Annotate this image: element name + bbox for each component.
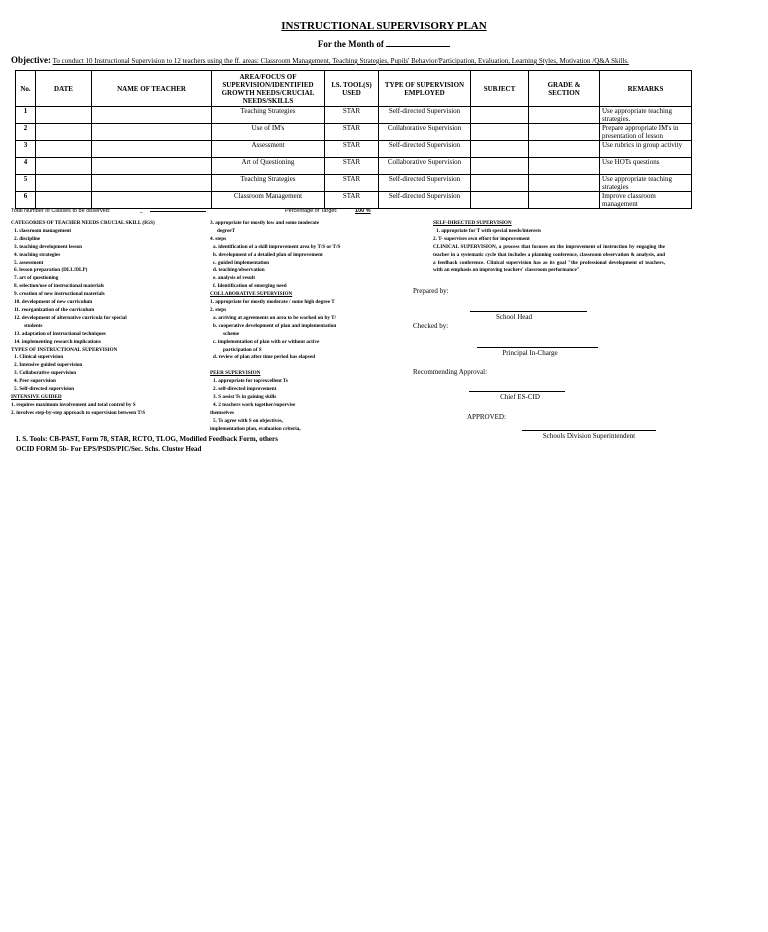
list-item: 5. assessment bbox=[14, 259, 44, 266]
checked-by-label: Checked by: bbox=[413, 322, 449, 330]
row-area: Classroom Management bbox=[212, 192, 325, 209]
row-date[interactable] bbox=[36, 141, 92, 158]
list-item: 1. Clinical supervision bbox=[14, 354, 64, 361]
row-grade[interactable] bbox=[529, 158, 600, 175]
prepared-by-label: Prepared by: bbox=[413, 287, 449, 295]
row-no: 5 bbox=[16, 175, 36, 192]
row-no: 6 bbox=[16, 192, 36, 209]
row-tool: STAR bbox=[325, 192, 379, 209]
categories-column bbox=[11, 220, 207, 418]
row-tool: STAR bbox=[325, 141, 379, 158]
row-teacher[interactable] bbox=[92, 141, 212, 158]
row-area: Use of IM's bbox=[212, 124, 325, 141]
table-row bbox=[16, 175, 692, 192]
list-item: 14. implementing research implications bbox=[14, 338, 101, 345]
row-tool: STAR bbox=[325, 107, 379, 124]
list-item: 1. appropriate for T with special needs/interests bbox=[436, 227, 542, 234]
row-type: Collaborative Supervision bbox=[379, 124, 471, 141]
self-directed-column bbox=[433, 220, 665, 275]
percentage-target bbox=[285, 208, 371, 214]
list-item: c. guided implementation bbox=[213, 259, 270, 266]
school-head-signature-line[interactable] bbox=[470, 311, 587, 312]
row-teacher[interactable] bbox=[92, 158, 212, 175]
supervision-steps-column bbox=[210, 220, 406, 433]
objective-text: To conduct 10 Instructional Supervision to 12 teachers using the ff. areas: Classroom Management, Teaching Strategies, Pupils' Behavior/Participation, Evaluation, Learning Styles, Motivation /Q&A Skills. bbox=[52, 57, 629, 65]
school-head-label: School Head bbox=[496, 313, 532, 321]
list-item: 3. teaching development lesson bbox=[14, 243, 83, 250]
list-item: b. cooperative development of plan and implementation bbox=[213, 322, 337, 329]
row-tool: STAR bbox=[325, 175, 379, 192]
row-teacher[interactable] bbox=[92, 124, 212, 141]
list-item: degreeT bbox=[217, 227, 236, 234]
list-item: 1. classroom management bbox=[14, 227, 72, 234]
table-header-row bbox=[16, 71, 692, 107]
row-grade[interactable] bbox=[529, 141, 600, 158]
categories-heading: CATEGORIES OF TEACHER NEEDS CRUCIAL SKILL (IGS) bbox=[11, 220, 155, 226]
row-date[interactable] bbox=[36, 192, 92, 209]
supervisory-plan-table bbox=[15, 70, 692, 209]
list-item: implementation plan, evaluation criteria, bbox=[210, 425, 301, 432]
row-date[interactable] bbox=[36, 175, 92, 192]
list-item: 11. reorganization of the curriculum bbox=[14, 306, 95, 313]
principal-label: Principal In-Charge bbox=[502, 349, 558, 357]
row-remarks: Use rubrics in group activity bbox=[600, 141, 692, 158]
row-date[interactable] bbox=[36, 124, 92, 141]
self-directed-heading: SELF-DIRECTED SUPERVISION bbox=[433, 220, 512, 226]
list-item: 3. Collaborative supervision bbox=[14, 370, 77, 377]
header-no: No. bbox=[16, 71, 36, 107]
row-date[interactable] bbox=[36, 158, 92, 175]
row-area: Art of Questioning bbox=[212, 158, 325, 175]
list-item: students bbox=[24, 322, 43, 329]
row-teacher[interactable] bbox=[92, 175, 212, 192]
month-label: For the Month of bbox=[317, 39, 384, 49]
superintendent-label: Schools Division Superintendent bbox=[542, 432, 636, 440]
list-item: 10. development of new curriculum bbox=[14, 299, 93, 306]
header-tools: I.S. TOOL(S) USED bbox=[325, 71, 379, 107]
list-item: d. teaching/observation bbox=[213, 267, 265, 274]
row-no: 2 bbox=[16, 124, 36, 141]
list-item: c. implementation of plan with or without active bbox=[213, 338, 320, 345]
total-classes bbox=[11, 208, 206, 214]
header-type: TYPE OF SUPERVISION EMPLOYED bbox=[379, 71, 471, 107]
types-heading: TYPES OF INSTRUCTIONAL SUPERVISION bbox=[11, 346, 118, 353]
header-area: AREA/FOCUS OF SUPERVISION/IDENTIFIED GROWTH NEEDS/CRUCIAL NEEDS/SKILLS bbox=[212, 71, 325, 107]
list-item: a. arriving at agreements on area to be worked on by T/ bbox=[213, 314, 337, 321]
list-item: 2. T- supervises own effort for improvement bbox=[433, 235, 530, 242]
row-grade[interactable] bbox=[529, 192, 600, 209]
list-item: scheme bbox=[223, 330, 240, 337]
table-row bbox=[16, 141, 692, 158]
list-item: 1. requires maximum involvement and total control by S bbox=[11, 401, 136, 408]
list-item: 7. art of questioning bbox=[14, 275, 59, 282]
intensive-heading: INTENSIVE GUIDED bbox=[11, 393, 62, 400]
row-grade[interactable] bbox=[529, 107, 600, 124]
month-blank bbox=[386, 39, 450, 47]
percentage-label: Percentage of Target: bbox=[285, 208, 338, 214]
list-item: a. identification of a skill improvement area by T/S or T/S bbox=[213, 243, 341, 250]
row-remarks: Improve classroom management bbox=[600, 192, 692, 209]
row-no: 3 bbox=[16, 141, 36, 158]
row-remarks: Use HOTs questions bbox=[600, 158, 692, 175]
row-remarks: Use appropriate teaching strategies bbox=[600, 175, 692, 192]
row-tool: STAR bbox=[325, 158, 379, 175]
row-grade[interactable] bbox=[529, 124, 600, 141]
list-item: 5. Self-directed supervision bbox=[14, 386, 74, 393]
is-tools-line: I. S. Tools: CB-PAST, Form 78, STAR, RCTO, TLOG, Modified Feedback Form, others bbox=[16, 435, 278, 443]
table-row bbox=[16, 107, 692, 124]
row-subject[interactable] bbox=[471, 124, 529, 141]
list-item: f. Identification of emerging need bbox=[213, 283, 287, 290]
recommending-label: Recommending Approval: bbox=[413, 368, 488, 376]
list-item: 3. appropriate for mostly low and some moderate bbox=[210, 220, 320, 226]
row-date[interactable] bbox=[36, 107, 92, 124]
row-subject[interactable] bbox=[471, 158, 529, 175]
list-item: themselves bbox=[210, 409, 234, 416]
peer-heading: PEER SUPERVISION bbox=[210, 370, 261, 377]
row-area: Assessment bbox=[212, 141, 325, 158]
chief-signature-line[interactable] bbox=[469, 391, 565, 392]
form-footer bbox=[16, 434, 278, 454]
header-remarks: REMARKS bbox=[600, 71, 692, 107]
row-subject[interactable] bbox=[471, 141, 529, 158]
list-item: participation of S bbox=[223, 346, 262, 353]
total-classes-label: Total Number of Classes to be observed: bbox=[11, 208, 111, 214]
objective: Objective: To conduct 10 Instructional Supervision to 12 teachers using the ff. areas: Classroom Management, Teaching Strategies, Pupils' Behavior/Participation, Evaluation, Learning Styles, Motivation /Q&A Skills. bbox=[11, 55, 629, 65]
row-area: Teaching Strategies bbox=[212, 107, 325, 124]
row-type: Self-directed Supervision bbox=[379, 192, 471, 209]
superintendent-signature-line[interactable] bbox=[522, 430, 656, 431]
row-tool: STAR bbox=[325, 124, 379, 141]
list-item: d. review of plan after time period has elapsed bbox=[213, 354, 315, 361]
list-item: e. analysis of result bbox=[213, 275, 255, 282]
month-line bbox=[0, 39, 768, 49]
row-remarks: Use appropriate teaching strategies. bbox=[600, 107, 692, 124]
table-row bbox=[16, 158, 692, 175]
row-no: 1 bbox=[16, 107, 36, 124]
row-no: 4 bbox=[16, 158, 36, 175]
principal-signature-line[interactable] bbox=[477, 347, 598, 348]
list-item: 2. discipline bbox=[14, 235, 41, 242]
row-teacher[interactable] bbox=[92, 107, 212, 124]
header-subject: SUBJECT bbox=[471, 71, 529, 107]
row-subject[interactable] bbox=[471, 175, 529, 192]
list-item: 2. steps bbox=[210, 306, 227, 313]
row-subject[interactable] bbox=[471, 107, 529, 124]
page-title: INSTRUCTIONAL SUPERVISORY PLAN bbox=[281, 20, 487, 32]
list-item: 4. teaching strategies bbox=[14, 251, 61, 258]
list-item: 1. appropriate for mostly moderate / some high degree T bbox=[210, 299, 335, 306]
list-item: 8. selection/use of instructional materials bbox=[14, 283, 105, 290]
collaborative-heading: COLLABORATIVE SUPERVISION bbox=[210, 291, 293, 298]
list-item: 13. adaptation of instructional techniques bbox=[14, 330, 106, 337]
objective-label: Objective bbox=[11, 55, 48, 65]
list-item: 2. self-directed improvement bbox=[213, 386, 277, 393]
header-teacher: NAME OF TEACHER bbox=[92, 71, 212, 107]
clinical-supervision-definition: CLINICAL SUPERVISION, a process that focuses on the improvement of instruction by engaging the teacher in a systematic cycle that includes a planning conference, classroom observation & analysis, and a feedback conference. Clinical supervision has as its goal "the professional development of teachers, with an emphasis on improving teachers' classroom performance" bbox=[433, 243, 665, 274]
list-item: 5. Ts agree with S on objectives, bbox=[213, 417, 283, 424]
list-item: 3. S assist Ts in gaining skills bbox=[213, 393, 277, 400]
row-grade[interactable] bbox=[529, 175, 600, 192]
percentage-value: 100 % bbox=[355, 208, 371, 214]
row-area: Teaching Strategies bbox=[212, 175, 325, 192]
form-id-line: OCID FORM 5b- For EPS/PSDS/PIC/Sec. Schs. Cluster Head bbox=[16, 445, 202, 453]
row-teacher[interactable] bbox=[92, 192, 212, 209]
list-item: 4. 2 teachers work together/supervise bbox=[213, 401, 296, 408]
row-type: Self-directed Supervision bbox=[379, 107, 471, 124]
table-row bbox=[16, 192, 692, 209]
list-item: 2. involves step-by-step approach to supervision between T/S bbox=[11, 409, 146, 416]
list-item: 1. appropriate for top/excellent Ts bbox=[213, 378, 288, 385]
list-item: b. development of a detailed plan of improvement bbox=[213, 251, 323, 258]
list-item: 4. steps bbox=[210, 235, 227, 242]
list-item: 6. lesson preparation (DLL/DLP) bbox=[14, 267, 88, 274]
table-row bbox=[16, 124, 692, 141]
row-type: Self-directed Supervision bbox=[379, 141, 471, 158]
list-item: 12. development of alternative curricula for special bbox=[14, 314, 127, 321]
row-remarks: Prepare appropriate IM's in presentation of lesson bbox=[600, 124, 692, 141]
list-item: 4. Peer supervision bbox=[14, 378, 56, 385]
list-item: 9. creation of new instructional materials bbox=[14, 291, 105, 298]
approved-label: APPROVED: bbox=[467, 413, 506, 421]
row-type: Collaborative Supervision bbox=[379, 158, 471, 175]
total-classes-value: _ bbox=[139, 208, 143, 214]
row-subject[interactable] bbox=[471, 192, 529, 209]
row-type: Self-directed Supervision bbox=[379, 175, 471, 192]
list-item: 2. Intensive guided supervision bbox=[14, 362, 83, 369]
chief-label: Chief ES-CID bbox=[500, 393, 540, 401]
header-grade: GRADE & SECTION bbox=[529, 71, 600, 107]
header-date: DATE bbox=[36, 71, 92, 107]
